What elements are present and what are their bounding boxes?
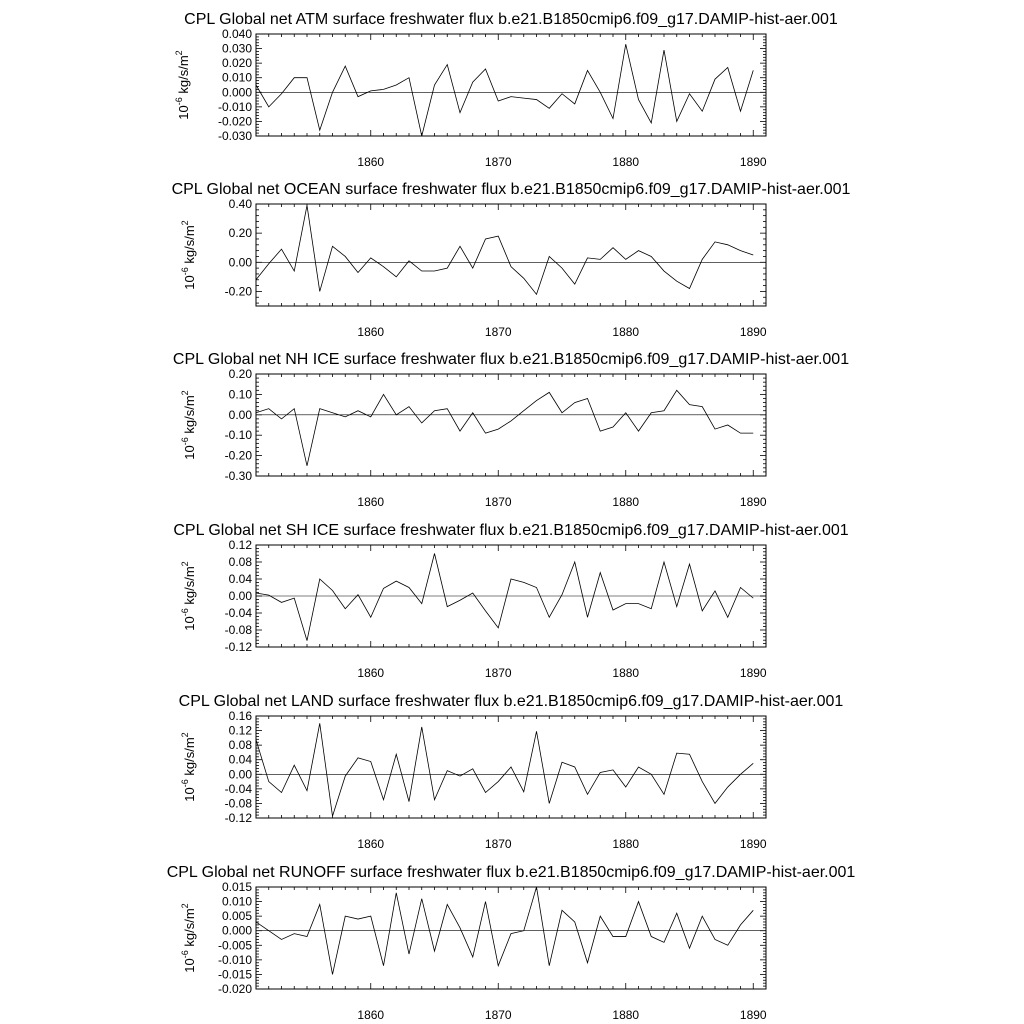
- y-tick-label: -0.04: [224, 606, 252, 620]
- y-axis-label-base: 10: [182, 616, 197, 631]
- x-tick-label: 1880: [612, 325, 640, 339]
- y-axis-label-base: 10: [182, 958, 197, 973]
- chart-panel-6: [167, 864, 856, 1022]
- y-tick-label: 0.00: [228, 589, 252, 603]
- x-tick-label: 1890: [739, 155, 767, 169]
- y-tick-label: 0.12: [228, 538, 252, 552]
- y-tick-label: -0.030: [217, 129, 252, 143]
- y-tick-label: 0.00: [228, 255, 252, 270]
- x-tick-label: 1870: [484, 325, 512, 339]
- y-axis-label-unit-exponent: 2: [174, 50, 184, 56]
- chart-title: CPL Global net ATM surface freshwater flux b.e21.B1850cmip6.f09_g17.DAMIP-hist-aer.001: [184, 11, 838, 28]
- y-axis-label-unit-exponent: 2: [180, 561, 190, 567]
- y-axis-label-unit: kg/s/m: [182, 566, 197, 609]
- y-axis-label-unit-exponent: 2: [180, 903, 190, 909]
- plot-frame: [256, 34, 766, 136]
- y-tick-label: 0.010: [221, 894, 252, 909]
- y-axis-label-exponent: -6: [180, 950, 190, 959]
- y-tick-label: 0.20: [228, 367, 252, 381]
- y-axis-label: [180, 903, 197, 972]
- y-tick-label: -0.005: [217, 938, 252, 953]
- y-axis-label-unit-exponent: 2: [180, 220, 190, 226]
- y-axis-label: [180, 561, 197, 630]
- x-tick-label: 1880: [612, 1008, 640, 1022]
- y-tick-label: 0.015: [221, 880, 252, 894]
- y-axis-label: [180, 732, 197, 801]
- x-tick-label: 1860: [357, 495, 385, 509]
- y-tick-label: 0.00: [228, 767, 252, 782]
- x-tick-label: 1870: [484, 495, 512, 509]
- y-axis-label-exponent: -6: [174, 97, 184, 106]
- series-line: [256, 554, 753, 641]
- y-tick-label: -0.20: [224, 448, 252, 463]
- x-tick-label: 1870: [484, 155, 512, 169]
- series-line: [256, 44, 753, 136]
- series-line: [256, 205, 753, 294]
- y-axis-label-exponent: -6: [180, 437, 190, 446]
- y-tick-label: 0.40: [228, 197, 252, 211]
- x-tick-label: 1870: [484, 1008, 512, 1022]
- y-tick-label: 0.04: [228, 572, 252, 586]
- y-tick-label: 0.040: [221, 27, 252, 41]
- y-tick-label: 0.20: [228, 226, 252, 241]
- x-tick-label: 1890: [739, 666, 767, 680]
- y-tick-label: -0.12: [224, 640, 252, 654]
- y-axis-label-unit: kg/s/m: [182, 737, 197, 780]
- y-tick-label: 0.10: [228, 387, 252, 402]
- y-tick-label: -0.04: [224, 781, 252, 796]
- y-tick-label: 0.04: [228, 752, 252, 767]
- chart-title: CPL Global net NH ICE surface freshwater flux b.e21.B1850cmip6.f09_g17.DAMIP-hist-aer.001: [172, 351, 850, 368]
- y-axis-label-exponent: -6: [180, 779, 190, 788]
- x-tick-label: 1880: [612, 495, 640, 509]
- chart-panel-4: [173, 522, 848, 680]
- y-axis-label-unit-exponent: 2: [180, 732, 190, 738]
- y-axis-label-base: 10: [182, 787, 197, 802]
- x-tick-label: 1870: [484, 666, 512, 680]
- y-axis-label: [180, 220, 197, 289]
- y-axis-label-exponent: -6: [180, 608, 190, 617]
- y-tick-label: 0.010: [221, 70, 252, 85]
- chart-panel-3: [173, 351, 849, 509]
- y-tick-label: 0.12: [228, 723, 252, 738]
- y-tick-label: 0.08: [228, 738, 252, 753]
- chart-panel-5: [179, 693, 844, 851]
- x-tick-label: 1880: [612, 837, 640, 851]
- y-tick-label: -0.010: [217, 952, 252, 967]
- x-tick-label: 1880: [612, 155, 640, 169]
- y-tick-label: 0.000: [221, 923, 252, 938]
- y-tick-label: -0.10: [224, 428, 252, 443]
- y-tick-label: -0.30: [224, 469, 252, 483]
- y-tick-label: 0.16: [228, 709, 252, 723]
- y-tick-label: 0.000: [221, 85, 252, 100]
- y-tick-label: -0.08: [224, 796, 252, 811]
- y-tick-label: -0.010: [217, 99, 252, 114]
- x-tick-label: 1860: [357, 325, 385, 339]
- plot-frame: [256, 374, 766, 476]
- y-tick-label: -0.08: [224, 623, 252, 637]
- x-tick-label: 1870: [484, 837, 512, 851]
- y-tick-label: -0.20: [224, 284, 252, 299]
- chart-panel-1: [174, 11, 838, 169]
- x-tick-label: 1890: [739, 1008, 767, 1022]
- y-tick-label: -0.020: [217, 982, 252, 996]
- y-tick-label: 0.08: [228, 555, 252, 569]
- y-axis-label: [180, 390, 197, 459]
- series-line: [256, 723, 753, 816]
- y-axis-label: [174, 50, 191, 119]
- y-tick-label: 0.00: [228, 407, 252, 422]
- chart-title: CPL Global net OCEAN surface freshwater flux b.e21.B1850cmip6.f09_g17.DAMIP-hist-aer.001: [171, 181, 851, 198]
- y-tick-label: -0.020: [217, 114, 252, 129]
- y-tick-label: 0.005: [221, 909, 252, 924]
- x-tick-label: 1860: [357, 155, 385, 169]
- x-tick-label: 1890: [739, 495, 767, 509]
- y-axis-label-unit: kg/s/m: [182, 395, 197, 438]
- y-axis-label-unit: kg/s/m: [182, 908, 197, 951]
- plot-frame: [256, 204, 766, 306]
- chart-title: CPL Global net SH ICE surface freshwater flux b.e21.B1850cmip6.f09_g17.DAMIP-hist-aer.001: [173, 522, 849, 539]
- y-tick-label: -0.12: [224, 811, 252, 825]
- y-axis-label-base: 10: [182, 445, 197, 460]
- y-axis-label-exponent: -6: [180, 267, 190, 276]
- y-tick-label: 0.020: [221, 56, 252, 71]
- y-tick-label: 0.030: [221, 41, 252, 56]
- x-tick-label: 1860: [357, 837, 385, 851]
- x-tick-label: 1880: [612, 666, 640, 680]
- chart-panel-2: [172, 181, 851, 339]
- chart-title: CPL Global net LAND surface freshwater flux b.e21.B1850cmip6.f09_g17.DAMIP-hist-aer.001: [178, 693, 844, 710]
- x-tick-label: 1890: [739, 837, 767, 851]
- y-axis-label-base: 10: [182, 275, 197, 290]
- x-tick-label: 1860: [357, 666, 385, 680]
- series-line: [256, 390, 753, 465]
- y-tick-label: -0.015: [217, 967, 252, 982]
- y-axis-label-unit: kg/s/m: [176, 55, 191, 98]
- y-axis-label-unit-exponent: 2: [180, 390, 190, 396]
- y-axis-label-unit: kg/s/m: [182, 225, 197, 268]
- y-axis-label-base: 10: [176, 105, 191, 120]
- x-tick-label: 1890: [739, 325, 767, 339]
- chart-title: CPL Global net RUNOFF surface freshwater flux b.e21.B1850cmip6.f09_g17.DAMIP-hist-aer.001: [166, 864, 856, 881]
- x-tick-label: 1860: [357, 1008, 385, 1022]
